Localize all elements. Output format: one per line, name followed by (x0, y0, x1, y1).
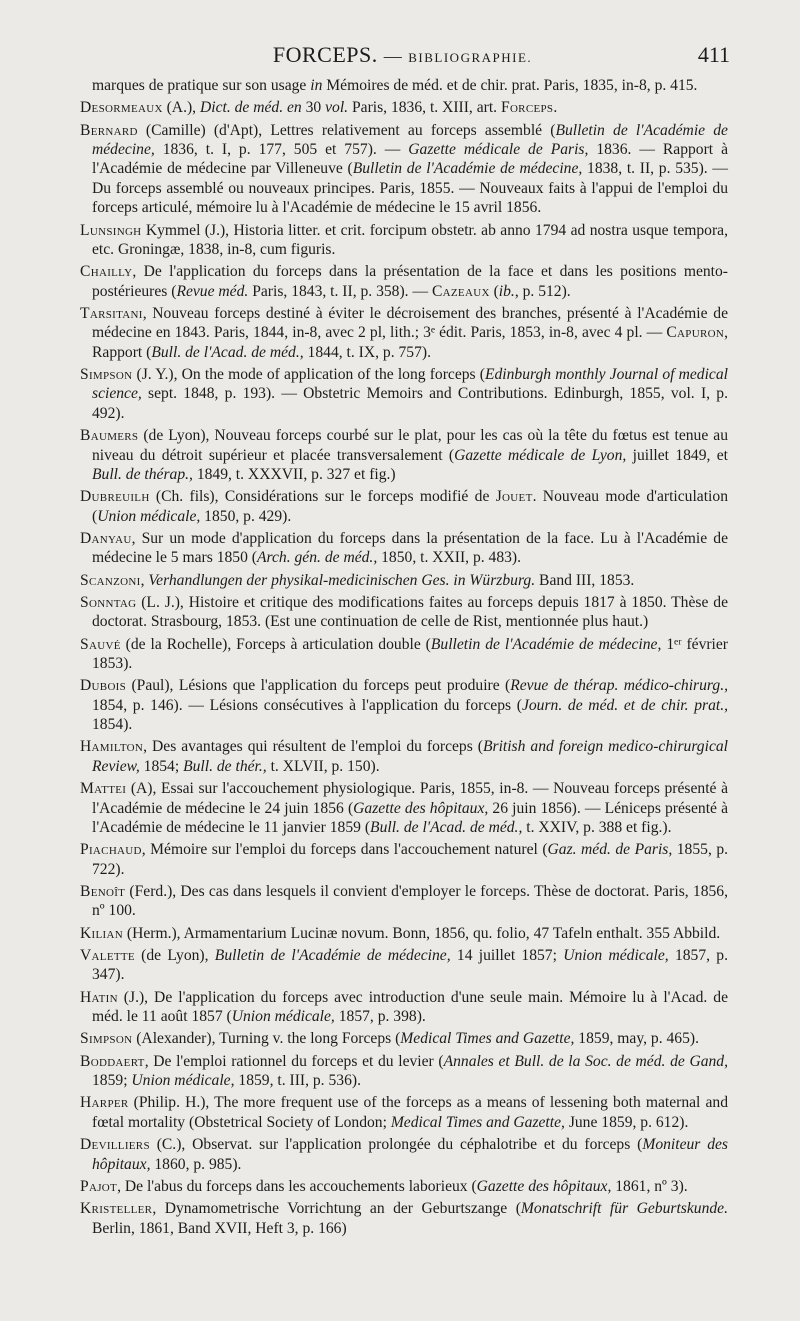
bibliography-entry-kristeller (80, 1199, 728, 1238)
entry-text: 1854). (92, 716, 133, 734)
entry-citation-title: Bulletin de l'Académie de médecine, (352, 160, 583, 178)
entry-text: Berlin, 1861, Band XVII, Heft 3, p. 166) (92, 1219, 347, 1237)
entry-author: Simpson (80, 1030, 133, 1048)
entry-citation-title: Union médicale, (231, 1008, 335, 1026)
entry-citation-title: Gazette médicale de Lyon, (454, 446, 627, 464)
bibliography-entry-sauve (80, 635, 728, 674)
entry-citation-title: Bull. de l'Acad. de méd., (151, 343, 304, 361)
entry-text: (Alexander), Turning v. the long Forceps ( (132, 1030, 401, 1048)
entry-citation-title: Bulletin de l'Académie de médecine, (430, 635, 662, 653)
entry-author: Danyau (80, 529, 132, 547)
bibliography-entry-mattei (80, 779, 728, 837)
entry-text: (Camille) (d'Apt), Lettres relativement au forceps assemblé ( (137, 121, 556, 139)
page-number: 411 (697, 42, 730, 67)
entry-text: marques de pratique sur son usage (92, 77, 311, 94)
entry-text: Paris, 1843, t. II, p. 358). — (248, 282, 432, 300)
entry-citation-title: Monatschrift für Geburtskunde. (520, 1200, 728, 1218)
entry-author: Bernard (80, 121, 138, 139)
entry-author: Sonntag (80, 593, 137, 611)
bibliography-entry-continuation (80, 76, 728, 95)
entry-citation-title: Medical Times and Gazette, (390, 1113, 565, 1131)
entry-text: ( (489, 282, 499, 300)
entry-citation-title: Gazette des hôpitaux, (476, 1177, 612, 1195)
entry-author: Scanzoni (80, 571, 141, 589)
running-header (75, 42, 730, 72)
entry-text: 1859, t. III, p. 536). (234, 1072, 361, 1090)
entry-author: Lunsingh (80, 221, 142, 239)
bibliography-entry-danyau (80, 529, 728, 568)
entry-text: , Mémoire sur l'emploi du forceps dans l'accouchement naturel ( (141, 841, 548, 859)
entry-citation-title: Journ. de méd. et de chir. prat., (521, 696, 728, 714)
entry-text: (J.), De l'application du forceps avec introduction d'une seule main. Mémoire lu à l'Acad. de méd. le 11 août 1857 ( (92, 988, 728, 1026)
entry-author: Devilliers (80, 1136, 150, 1154)
entry-text: , De l'application du forceps dans la présentation de la face et dans les positions mento-postérieures ( (92, 263, 728, 300)
bibliography-entry-scanzoni (80, 571, 728, 590)
entry-text: . (553, 99, 558, 117)
bibliography-entry-tarsitani (80, 304, 728, 362)
entry-text: 1849, t. XXXVII, p. 327 et fig.) (192, 465, 396, 483)
entry-citation-title: Moniteur des hôpitaux, (92, 1136, 728, 1173)
entry-author: Piachaud (80, 841, 142, 859)
bibliography-entry-simpson-alex (80, 1029, 728, 1048)
entry-text: Kymmel (J.), Historia litter. et crit. forcipum obstetr. ab anno 1794 ad nostra usque tempora, etc. Groningæ, 1838, in-8, cum figuris. (92, 221, 728, 258)
bibliography-entry-valette (80, 946, 728, 985)
bibliography-entry-baumers (80, 426, 728, 484)
header-separator: — (383, 46, 403, 66)
entry-citation-title: Edinburgh monthly Journal of medical science, (92, 366, 728, 403)
entry-text: 1854, p. 146). — Lésions consécutives à l'application du forceps ( (92, 696, 522, 714)
entry-text: 1850, p. 429). (200, 507, 292, 525)
entry-text: (A), Essai sur l'accouchement physiologique. Paris, 1855, in-8. — Nouveau forceps présenté à l'Académie de médecine le 24 juin 1856 ( (92, 780, 728, 817)
entry-text: Band III, 1853. (535, 571, 635, 589)
bibliography-entry-sonntag (80, 593, 728, 632)
entry-text: , Nouveau forceps destiné à éviter le décroisement des branches, présenté à l'Académie de médecine en 1843. Paris, 1844, in-8, avec 2 pl, lith.; 3ᵉ édit. Paris, 1853, in-8, avec 4 pl. — (92, 304, 728, 342)
entry-citation-title: Gazette médicale de Paris, (408, 141, 589, 158)
entry-citation-title: Revue méd. (176, 282, 249, 300)
entry-citation-title: Bull. de thérap., (92, 465, 193, 483)
entry-author: Chailly (80, 263, 133, 281)
entry-text: 26 juin 1856). — Léniceps présenté à l'Académie de médecine le 11 janvier 1859 ( (92, 799, 729, 836)
entry-citation-title: Annales et Bull. de la Soc. de méd. de Gand, (443, 1052, 728, 1070)
bibliography-entry-dubreuilh (80, 487, 728, 526)
entry-text: 14 juillet 1857; (450, 946, 564, 964)
entry-text: (J. Y.), On the mode of application of the long forceps ( (132, 366, 485, 384)
entry-text: , Dynamometrische Vorrichtung an der Geburtszange ( (152, 1200, 521, 1218)
entry-text: (C.), Observat. sur l'application prolongée du céphalotribe et du forceps ( (149, 1136, 643, 1154)
entry-text: (Paul), Lésions que l'application du forceps peut produire ( (126, 677, 511, 695)
bibliography-entry-devilliers (80, 1135, 728, 1174)
entry-text: (de Lyon), (134, 946, 215, 964)
bibliography-entry-dubois (80, 676, 728, 734)
bibliography-entry-kilian (80, 924, 728, 943)
bibliography-entry-hamilton (80, 737, 728, 776)
running-title (75, 42, 730, 68)
entry-text: 1860, p. 985). (150, 1155, 242, 1173)
entry-text: (Herm.), Armamentarium Lucinæ novum. Bonn, 1856, qu. folio, 47 Tafeln enthalt. 355 Abbild. (123, 924, 721, 942)
entry-author: Dubreuilh (80, 488, 150, 506)
bibliography-entry-chailly (80, 262, 728, 301)
entry-text: 30 (301, 99, 326, 117)
entry-author: Desormeaux (80, 99, 163, 117)
entry-text: (de la Rochelle), Forceps à articulation double ( (120, 635, 431, 653)
entry-citation-title: Revue de thérap. médico-chirurg., (510, 677, 728, 695)
entry-text: (L. J.), Histoire et critique des modifications faites au forceps depuis 1817 à 1850. Thèse de doctorat. Strasbourg, 1853. (Est une continuation de celle de Rist, mentionnée plus haut.) (92, 593, 728, 631)
bibliography-entry-lunsingh (80, 221, 728, 260)
entry-author: Simpson (80, 366, 133, 384)
entry-author: Kristeller (80, 1200, 153, 1218)
entry-text: Capuron (666, 324, 725, 342)
entry-text: 1854; (139, 757, 184, 775)
entry-citation-title: Union médicale, (563, 946, 669, 964)
entry-author: Boddaert (80, 1052, 145, 1070)
entry-citation-title: Union médicale, (131, 1072, 235, 1090)
entry-author: Mattei (80, 780, 127, 798)
bibliography-entry-boddaert (80, 1052, 728, 1091)
entry-text: 1838, t. II, p. 535). — Du forceps assemblé ou nouveaux principes. Paris, 1855. — Nouveaux faits à l'appui de l'emploi du forceps articulé, mémoire lu à l'Académie de médecine le 15 avril 1856. (92, 160, 728, 217)
entry-text: , De l'emploi rationnel du forceps et du levier ( (144, 1052, 444, 1070)
entry-author: Tarsitani (80, 304, 143, 322)
entry-citation-title: Bulletin de l'Académie de médecine, (92, 121, 728, 158)
entry-text: 1ᵉʳ février 1853). (92, 635, 729, 673)
bibliography-entry-desormeaux (80, 98, 728, 117)
entry-author: Hamilton (80, 738, 144, 756)
entry-text: . Nouveau mode d'articulation ( (92, 488, 728, 525)
entry-citation-title: in (310, 77, 323, 94)
bibliography-entry-pajot (80, 1177, 728, 1196)
entry-text: June 1859, p. 612). (564, 1113, 689, 1131)
entry-citation-title: Arch. gén. de méd., (256, 549, 378, 567)
entry-text: 1855, p. 722). (92, 841, 729, 878)
entry-text: Jouet (495, 488, 533, 506)
entry-citation-title: Dict. de méd. en (199, 99, 302, 117)
entry-text: Mémoires de méd. et de chir. prat. Paris, 1835, in-8, p. 415. (322, 77, 698, 94)
entry-text: , Rapport ( (92, 324, 728, 361)
entry-text: (Ch. fils), Considérations sur le forceps modifié de (149, 488, 496, 506)
entry-text: (Ferd.), Des cas dans lesquels il convient d'employer le forceps. Thèse de doctorat. Paris, 1856, nº 100. (92, 882, 728, 920)
entry-text: 1844, t. IX, p. 757). (303, 343, 431, 361)
entry-citation-title: Bulletin de l'Académie de médecine, (214, 946, 451, 964)
entry-text: 1861, nº 3). (611, 1177, 688, 1195)
bibliography-entry-harper (80, 1093, 728, 1132)
entry-text: Forceps (500, 99, 554, 117)
bibliography-entry-benoit (80, 882, 728, 921)
entry-citation-title: Bull. de thér., (183, 757, 267, 775)
entry-citation-title: Gazette des hôpitaux, (353, 799, 489, 817)
entry-text: Paris, 1836, t. XIII, art. (348, 99, 501, 117)
entry-citation-title: Gaz. méd. de Paris, (547, 841, 673, 859)
entry-text: (de Lyon), Nouveau forceps courbé sur le plat, pour les cas où la tête du fœtus est tenue au niveau du détroit supérieur et placée transversalement ( (92, 427, 728, 464)
entry-text: Cazeaux (431, 282, 490, 300)
header-title: FORCEPS. (272, 42, 378, 67)
entry-citation-title: vol. (325, 99, 349, 117)
entry-text: 1859, may, p. 465). (574, 1030, 699, 1048)
entry-text: 1850, t. XXII, p. 483). (377, 549, 522, 567)
entry-citation-title: Verhandlungen der physikal-medicinischen Ges. in Würzburg. (148, 571, 536, 589)
header-subtitle: BIBLIOGRAPHIE. (408, 50, 533, 65)
entry-text: t. XLVII, p. 150). (266, 757, 380, 775)
entry-text: , (140, 571, 149, 589)
entry-text: , p. 512). (514, 282, 571, 300)
bibliography-list (80, 76, 728, 1241)
entry-citation-title: Union médicale, (97, 507, 201, 525)
entry-citation-title: British and foreign medico-chirurgical Review, (92, 738, 728, 775)
entry-text: 1836, t. I, p. 177, 505 et 757). — (154, 141, 409, 158)
entry-text: 1857, p. 398). (334, 1008, 426, 1026)
bibliography-entry-simpson-jy (80, 365, 728, 423)
entry-text: , Sur un mode d'application du forceps dans la présentation de la face. Lu à l'Académie de médecine le 5 mars 1850 ( (92, 529, 728, 567)
entry-author: Benoît (80, 882, 126, 900)
bibliography-entry-piachaud (80, 840, 728, 879)
entry-citation-title: Medical Times and Gazette, (400, 1030, 575, 1048)
entry-text: 1857, p. 347). (92, 946, 728, 984)
entry-author: Valette (80, 946, 135, 964)
entry-text: (Philip. H.), The more frequent use of the forceps as a means of lessening both maternal and fœtal mortality (Obstetrical Society of London; (92, 1094, 728, 1131)
entry-text: juillet 1849, et (626, 446, 728, 464)
entry-text: 1836. — Rapport à l'Académie de médecine par Villeneuve ( (92, 141, 728, 178)
entry-author: Baumers (80, 427, 139, 445)
entry-text: 1859; (92, 1072, 132, 1090)
entry-author: Harper (80, 1094, 129, 1112)
entry-citation-title: Bull. de l'Acad. de méd., (370, 818, 523, 836)
entry-author: Pajot (80, 1177, 118, 1195)
entry-author: Dubois (80, 677, 127, 695)
entry-text: , De l'abus du forceps dans les accouchements laborieux ( (117, 1177, 477, 1195)
entry-citation-title: ib. (498, 282, 515, 300)
entry-text: sept. 1848, p. 193). — Obstetric Memoirs and Contributions. Edinburgh, 1855, vol. I, p. 492). (92, 385, 728, 422)
entry-text: , Des avantages qui résultent de l'emploi du forceps ( (143, 738, 483, 756)
entry-text: (A.), (162, 99, 200, 117)
bibliography-entry-hatin (80, 988, 728, 1027)
entry-author: Hatin (80, 988, 118, 1006)
entry-author: Sauvé (80, 635, 121, 653)
entry-author: Kilian (80, 924, 123, 942)
bibliography-entry-bernard (80, 121, 728, 218)
entry-text: t. XXIV, p. 388 et fig.). (522, 818, 672, 836)
